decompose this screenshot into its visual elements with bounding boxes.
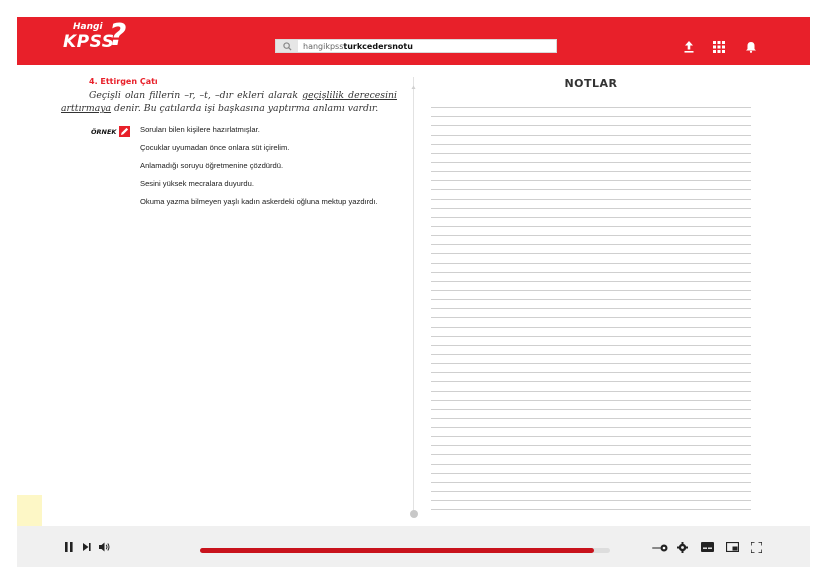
logo-mark: ? [109, 18, 127, 53]
note-line [431, 126, 751, 135]
example-sentence: Çocuklar uyumadan önce onlara süt içirelim. [140, 143, 290, 152]
note-line [431, 382, 751, 391]
pencil-icon [119, 126, 130, 137]
note-line [431, 446, 751, 455]
note-line [431, 99, 751, 108]
progress-bar[interactable] [200, 548, 610, 553]
note-line [431, 236, 751, 245]
scroll-up-arrow-icon[interactable] [411, 75, 416, 80]
note-line [431, 483, 751, 492]
notes-title: NOTLAR [564, 77, 618, 90]
next-icon[interactable] [83, 543, 91, 551]
settings-gear-icon[interactable] [677, 542, 688, 553]
note-line [431, 200, 751, 209]
section-title: 4. Ettirgen Çatı [89, 77, 158, 86]
note-line [431, 392, 751, 401]
pause-icon[interactable] [65, 542, 73, 552]
top-bar [17, 17, 810, 65]
search-text-bold: turkcedersnotu [343, 41, 413, 51]
note-line [431, 254, 751, 263]
scrollbar-thumb[interactable] [410, 510, 418, 518]
notes-lines [431, 99, 751, 510]
app-frame [17, 17, 810, 567]
note-line [431, 245, 751, 254]
note-line [431, 346, 751, 355]
book-page-left [17, 65, 411, 525]
definition-paragraph [61, 89, 397, 115]
note-line [431, 190, 751, 199]
note-line [431, 163, 751, 172]
volume-icon[interactable] [99, 542, 111, 552]
paragraph-underlined-term: geçişlilik derecesini arttırmaya [61, 90, 398, 114]
page-divider-scrollbar[interactable] [413, 77, 414, 512]
note-line [431, 136, 751, 145]
search-input[interactable] [298, 42, 413, 51]
note-line [431, 455, 751, 464]
note-line [431, 282, 751, 291]
paragraph-part-1: Geçişli olan fillerin –r, –t, –dır ekleri alarak [89, 90, 303, 101]
search-bar[interactable] [275, 39, 557, 53]
note-line [431, 154, 751, 163]
example-sentence: Sesini yüksek mecralara duyurdu. [140, 179, 254, 188]
note-line [431, 419, 751, 428]
note-line [431, 108, 751, 117]
search-icon[interactable] [276, 40, 298, 52]
note-line [431, 318, 751, 327]
autoplay-toggle-icon[interactable] [652, 544, 668, 552]
note-line [431, 410, 751, 419]
example-label: ÖRNEK [91, 127, 117, 136]
note-line [431, 218, 751, 227]
paragraph-part-2: denir. Bu çatılarda işi başkasına yaptırma anlamı vardır. [111, 103, 379, 114]
example-sentence: Anlamadığı soruyu öğretmenine çözdürdü. [140, 161, 284, 170]
note-line [431, 428, 751, 437]
note-line [431, 401, 751, 410]
note-line [431, 501, 751, 510]
example-sentence: Okuma yazma bilmeyen yaşlı kadın askerdeki oğluna mektup yazdırdı. [140, 197, 378, 206]
note-line [431, 364, 751, 373]
example-marker [91, 126, 130, 137]
logo-bottom-text: KPSS [63, 32, 115, 52]
example-sentence: Soruları bilen kişilere hazırlatmışlar. [140, 125, 260, 134]
note-line [431, 492, 751, 501]
note-line [431, 273, 751, 282]
note-line [431, 145, 751, 154]
note-line [431, 474, 751, 483]
note-line [431, 373, 751, 382]
microphone-icon[interactable] [547, 38, 555, 57]
video-controls-bar [17, 526, 810, 567]
note-line [431, 300, 751, 309]
progress-bar-fill [200, 548, 594, 553]
note-line [431, 209, 751, 218]
fullscreen-icon[interactable] [751, 542, 762, 553]
logo-top-text: Hangi [73, 22, 103, 32]
note-line [431, 264, 751, 273]
note-line [431, 437, 751, 446]
example-list [140, 125, 410, 215]
note-line [431, 172, 751, 181]
note-line [431, 117, 751, 126]
subtitles-icon[interactable] [701, 542, 714, 552]
apps-grid-icon[interactable] [713, 38, 725, 57]
note-line [431, 291, 751, 300]
note-line [431, 355, 751, 364]
miniplayer-icon[interactable] [726, 542, 739, 552]
upload-icon[interactable] [684, 38, 694, 57]
search-text-prefix: hangikpss [303, 41, 344, 51]
note-line [431, 328, 751, 337]
notifications-bell-icon[interactable] [745, 38, 757, 57]
note-line [431, 465, 751, 474]
note-line [431, 309, 751, 318]
note-line [431, 227, 751, 236]
note-line [431, 181, 751, 190]
note-line [431, 337, 751, 346]
